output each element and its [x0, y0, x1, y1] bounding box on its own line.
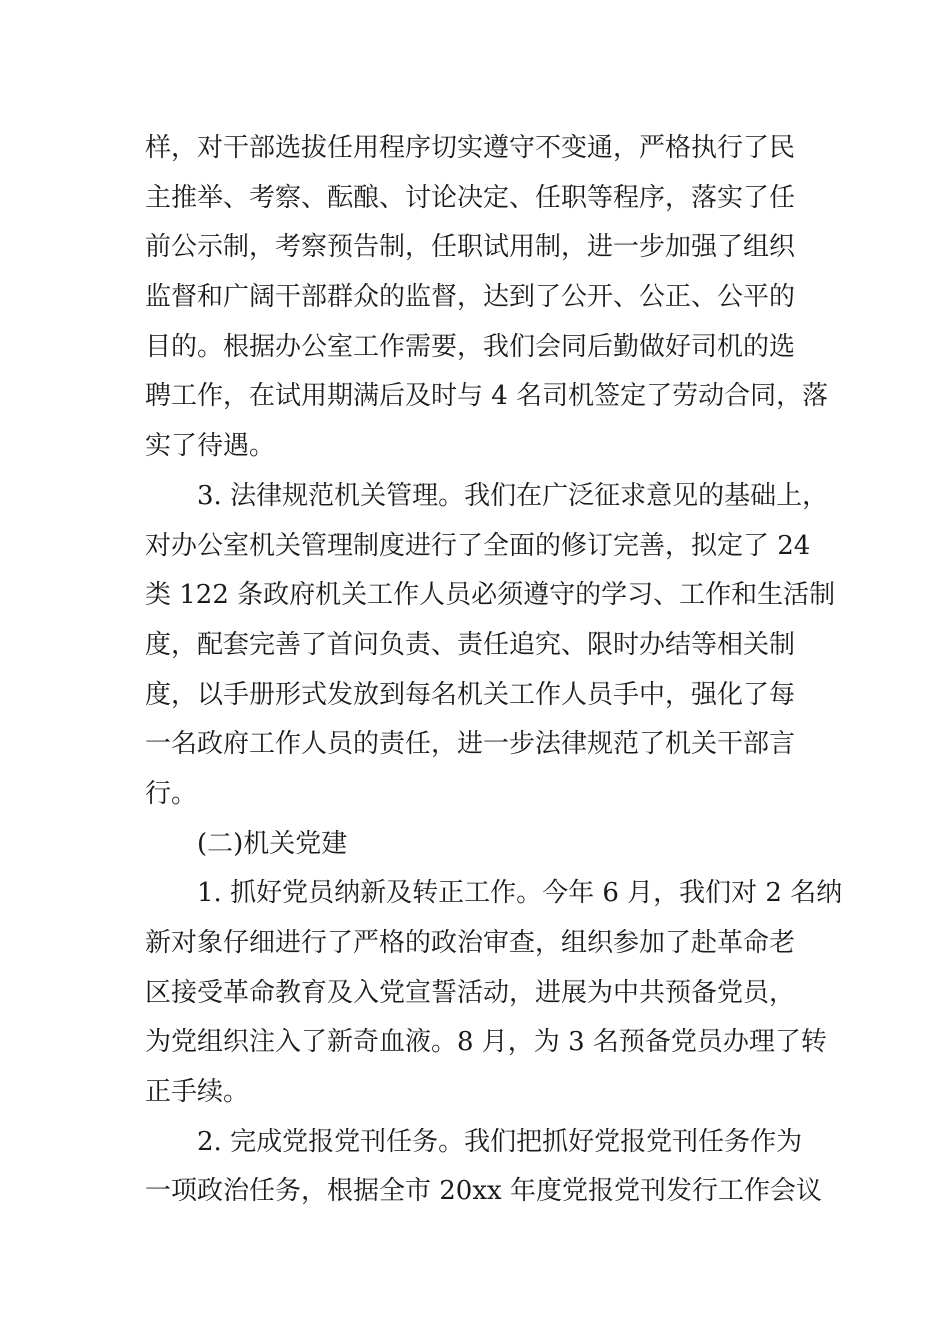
- text-line: 度，配套完善了首问负责、责任追究、限时办结等相关制: [145, 629, 796, 660]
- text-line: 目的。根据办公室工作需要，我们会同后勤做好司机的选: [145, 331, 796, 362]
- text-line: 类 122 条政府机关工作人员必须遵守的学习、工作和生活制: [145, 580, 836, 611]
- text-line: 一名政府工作人员的责任，进一步法律规范了机关干部言: [145, 729, 796, 760]
- paragraph-heading-3: 3. 法律规范机关管理。我们在广泛征求意见的基础上，: [197, 480, 829, 511]
- text-line: 对办公室机关管理制度进行了全面的修订完善，拟定了 24: [145, 530, 811, 561]
- text-line: 一项政治任务，根据全市 20xx 年度党报党刊发行工作会议: [145, 1176, 822, 1207]
- text-line: 行。: [145, 778, 198, 809]
- text-line: 聘工作，在试用期满后及时与 4 名司机签定了劳动合同，落: [145, 381, 829, 412]
- section-heading: (二)机关党建: [197, 828, 348, 859]
- paragraph-heading-2: 2. 完成党报党刊任务。我们把抓好党报党刊任务作为: [197, 1126, 803, 1157]
- text-line: 区接受革命教育及入党宣誓活动，进展为中共预备党员，: [145, 977, 796, 1008]
- text-line: 主推举、考察、酝酿、讨论决定、任职等程序，落实了任: [145, 182, 796, 213]
- body-text: [145, 124, 843, 1217]
- text-line: 度，以手册形式发放到每名机关工作人员手中，强化了每: [145, 679, 796, 710]
- text-line: 为党组织注入了新奇血液。8 月，为 3 名预备党员办理了转: [145, 1027, 827, 1058]
- text-line: 监督和广阔干部群众的监督，达到了公开、公正、公平的: [145, 282, 796, 313]
- text-line: 样，对干部选拔任用程序切实遵守不变通，严格执行了民: [145, 133, 796, 163]
- text-line: 正手续。: [145, 1077, 250, 1108]
- paragraph-heading-1: 1. 抓好党员纳新及转正工作。今年 6 月，我们对 2 名纳: [197, 878, 843, 909]
- text-line: 新对象仔细进行了严格的政治审查，组织参加了赴革命老: [145, 928, 796, 958]
- text-line: 前公示制，考察预告制，任职试用制，进一步加强了组织: [145, 232, 796, 263]
- text-line: 实了待遇。: [145, 431, 276, 462]
